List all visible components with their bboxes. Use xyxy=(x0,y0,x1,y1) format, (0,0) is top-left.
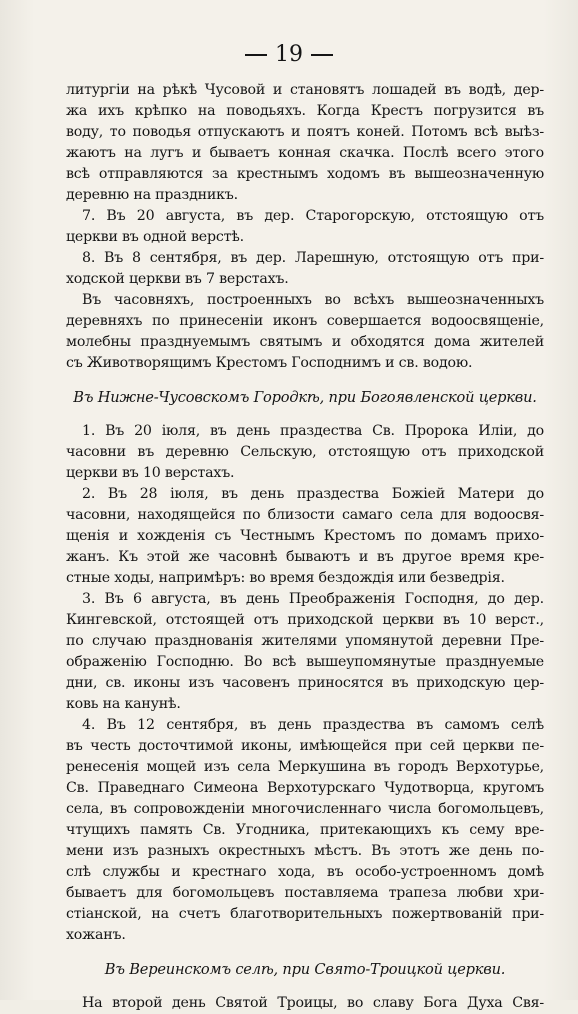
paragraph-item-8 xyxy=(66,248,544,290)
text-line: часовни, находящейся по близости самаго села для водоосвя- xyxy=(66,507,544,523)
paragraph-item-3 xyxy=(66,589,544,715)
text-line: деревню на праздникъ. xyxy=(66,187,238,203)
paragraph-final xyxy=(66,993,544,1014)
text-line: слѣ службы и крестнаго хода, въ особо-устроенномъ домѣ xyxy=(66,864,544,880)
text-line: щенія и хожденія съ Честнымъ Крестомъ по домамъ прихо- xyxy=(66,528,544,544)
text-line: церкви въ 10 верстахъ. xyxy=(66,465,235,481)
text-line: въ честь досточтимой иконы, имѣющейся при сей церкви пе- xyxy=(66,738,544,754)
spacer xyxy=(66,374,544,387)
text-line: часовни въ деревню Сельскую, отстоящую отъ приходской xyxy=(66,444,544,460)
text-line: съ Животворящимъ Крестомъ Господнимъ и св. водою. xyxy=(66,355,473,371)
text-line: всѣ отправляются за крестнымъ ходомъ въ вышеозначенную xyxy=(66,166,544,182)
text-line: села, въ сопровожденіи многочисленнаго числа богомольцевъ, xyxy=(66,801,544,817)
text-line: Въ часовняхъ, построенныхъ во всѣхъ вышеозначенныхъ xyxy=(82,292,544,308)
spacer xyxy=(66,408,544,421)
text-line: ображенію Господню. Во всѣ вышеупомянутые празднуемые xyxy=(66,654,544,670)
text-line: хожанъ. xyxy=(66,927,126,943)
paragraph-continuation xyxy=(66,80,544,206)
section-heading: Въ Вереинскомъ селѣ, при Свято-Троицкой церкви. xyxy=(104,961,506,978)
text-line: 7. Въ 20 августа, въ дер. Старогорскую, отстоящую отъ xyxy=(82,208,544,224)
page-number: 19 xyxy=(275,42,303,67)
text-line: Кингевской, отстоящей отъ приходской церкви въ 10 верст., xyxy=(66,612,544,628)
text-line: мени изъ разныхъ окрестныхъ мѣстъ. Въ этотъ же день по- xyxy=(66,843,544,859)
spacer xyxy=(66,980,544,993)
text-line: молебны празднуемымъ святымъ и обходятся дома жителей xyxy=(66,334,544,350)
page-body xyxy=(66,80,544,1014)
text-line: Св. Праведнаго Симеона Верхотурскаго Чудотворца, кругомъ xyxy=(66,780,544,796)
paragraph-item-2 xyxy=(66,484,544,589)
text-line: 4. Въ 12 сентября, въ день праздества въ самомъ селѣ xyxy=(82,717,544,733)
text-line: ковь на канунѣ. xyxy=(66,696,181,712)
text-line: дни, св. иконы изъ часовенъ приносятся въ приходскую цер- xyxy=(66,675,544,691)
text-line: деревняхъ по принесеніи иконъ совершается водоосвященіе, xyxy=(66,313,544,329)
spacer xyxy=(66,946,544,959)
text-line: 3. Въ 6 августа, въ день Преображенія Господня, до дер. xyxy=(82,591,544,607)
paragraph-chapels xyxy=(66,290,544,374)
text-line: ренесенія мощей изъ села Меркушина въ городъ Верхотурье, xyxy=(66,759,544,775)
text-line: ходской церкви въ 7 верстахъ. xyxy=(66,271,289,287)
text-line: 1. Въ 20 іюля, въ день праздества Св. Пророка Иліи, до xyxy=(82,423,544,439)
paragraph-item-4 xyxy=(66,715,544,946)
text-line: воду, то поводья отпускаютъ и поятъ коней. Потомъ всѣ выѣз- xyxy=(66,124,544,140)
text-line: чтущихъ память Св. Угодника, притекающихъ къ сему вре- xyxy=(66,822,544,838)
text-line: по случаю празднованія жителями упомянутой деревни Пре- xyxy=(66,633,544,649)
header-dash-right xyxy=(311,54,333,56)
text-line: церкви въ одной верстѣ. xyxy=(66,229,244,245)
text-line: стіанской, на счетъ благотворительныхъ пожертвованій при- xyxy=(66,906,544,922)
text-line: 2. Въ 28 іюля, въ день праздества Божіей Матери до xyxy=(82,486,544,502)
page-header xyxy=(0,40,578,70)
text-line: стные ходы, напримѣръ: во время бездождія или безведрія. xyxy=(66,570,505,586)
text-line: жа ихъ крѣпко на поводьяхъ. Когда Крестъ погрузится въ xyxy=(66,103,544,119)
paragraph-item-1 xyxy=(66,421,544,484)
text-line: литургіи на рѣкѣ Чусовой и становятъ лошадей въ водѣ, дер- xyxy=(66,82,544,98)
text-line: жанъ. Къ этой же часовнѣ бываютъ и въ другое время кре- xyxy=(66,549,544,565)
text-line: На второй день Святой Троицы, во славу Бога Духа Свя- xyxy=(82,995,544,1011)
paragraph-item-7 xyxy=(66,206,544,248)
text-line: жаютъ на лугъ и бываетъ конная скачка. Послѣ всего этого xyxy=(66,145,544,161)
text-line: 8. Въ 8 сентября, въ дер. Ларешную, отстоящую отъ при- xyxy=(82,250,544,266)
section-heading: Въ Нижне-Чусовскомъ Городкѣ, при Богоявленской церкви. xyxy=(73,389,537,406)
text-line: бываетъ для богомольцевъ поставляема трапеза любви хри- xyxy=(66,885,544,901)
header-dash-left xyxy=(245,54,267,56)
